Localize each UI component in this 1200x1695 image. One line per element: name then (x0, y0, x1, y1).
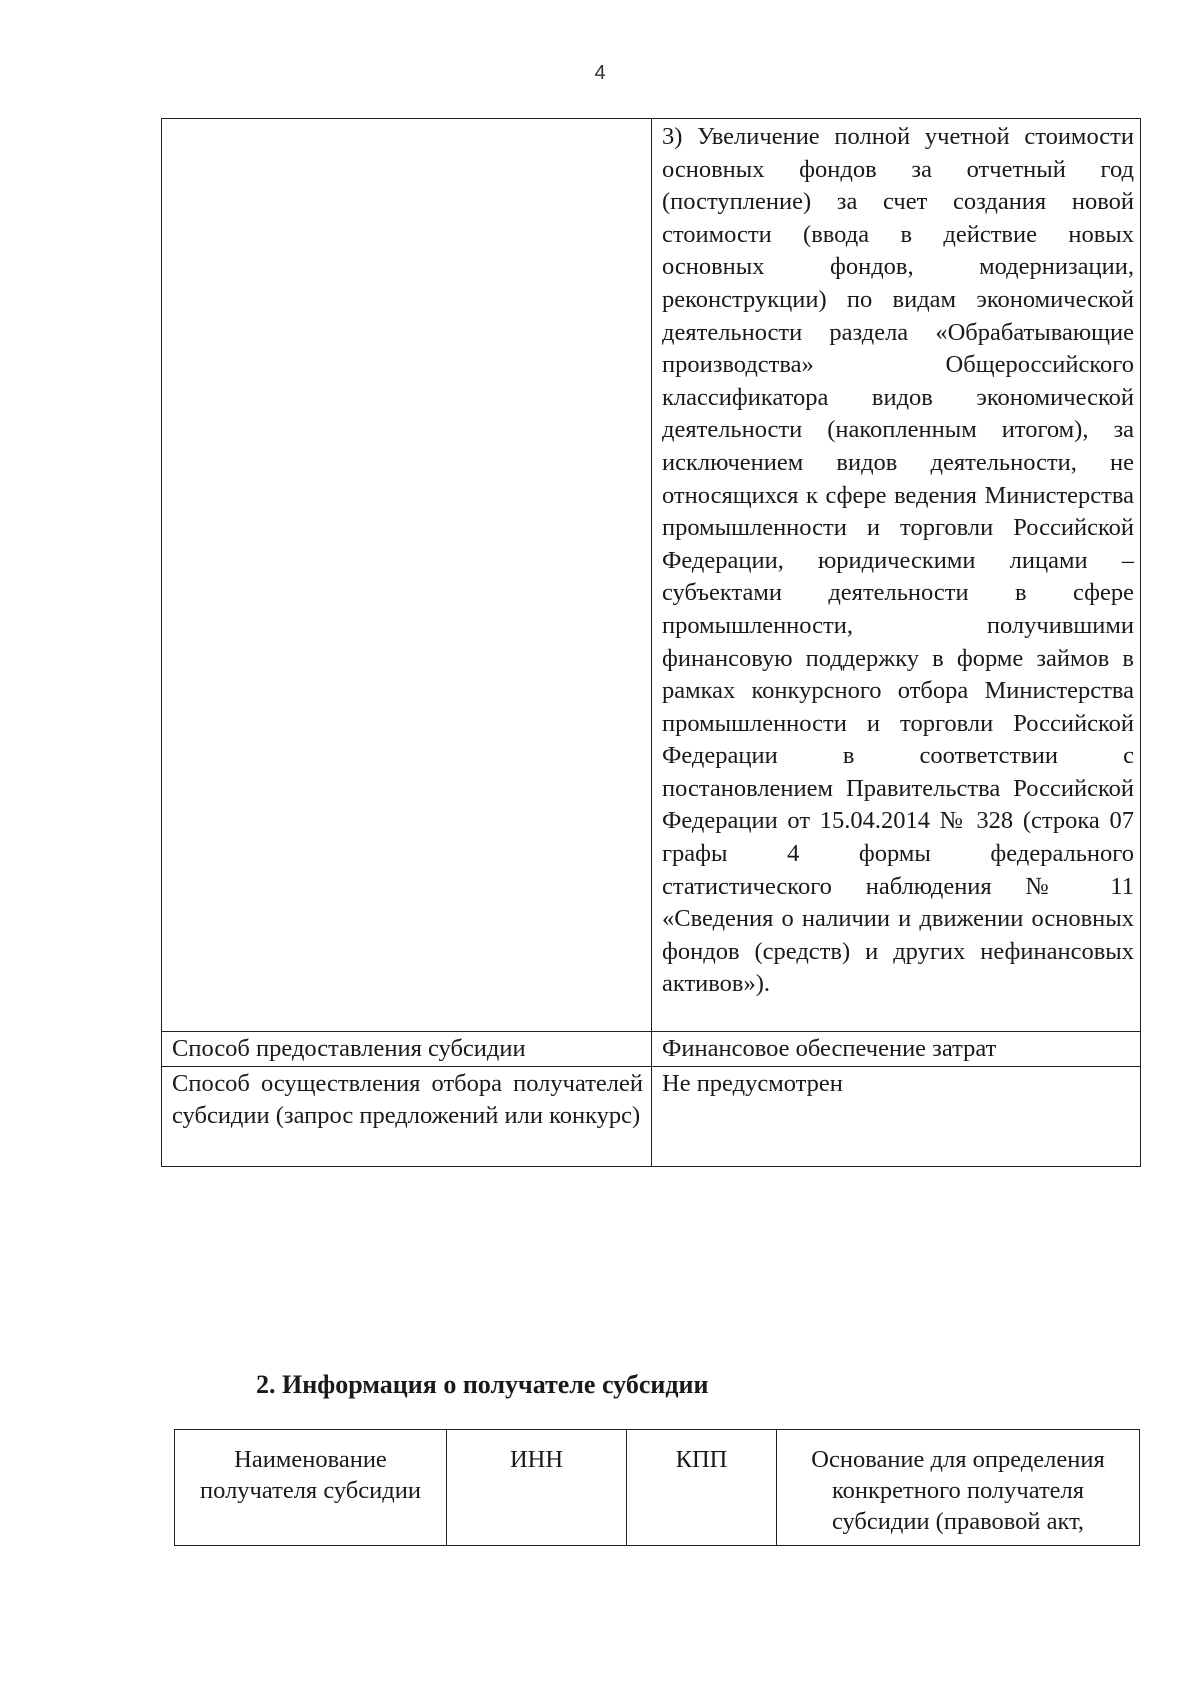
page-number: 4 (594, 62, 606, 84)
column-header-name: Наименование получателя субсидии (175, 1430, 447, 1546)
selection-method-value: Не предусмотрен (652, 1066, 1141, 1166)
empty-label-cell (162, 119, 652, 1032)
table-header-row (175, 1430, 1140, 1546)
result-criterion-text: 3) Увеличение полной учетной стоимости основных фондов за отчетный год (поступление) за счет создания новой стоимости (ввода в действие новых основных фондов, модернизации, реконструкции) по видам экономической деятельности раздела «Обрабатывающие производства» Общероссийского классификатора видов экономической деятельности (накопленным итогом), за исключением видов деятельности, не относящихся к сфере ведения Министерства промышленности и торговли Российской Федерации, юридическими лицами – субъектами деятельности в сфере промышленности, получившими финансовую поддержку в форме займов в рамках конкурсного отбора Министерства промышленности и торговли Российской Федерации в соответствии с постановлением Правительства Российской Федерации от 15.04.2014 № 328 (строка 07 графы 4 формы федерального статистического наблюдения № 11 «Сведения о наличии и движении основных фондов (средств) и других нефинансовых активов»). (652, 119, 1141, 1032)
method-provision-value: Финансовое обеспечение затрат (652, 1032, 1141, 1067)
method-provision-label: Способ предоставления субсидии (162, 1032, 652, 1067)
table-row (162, 1032, 1141, 1067)
subsidy-parameters-table (161, 118, 1141, 1167)
table-row (162, 1066, 1141, 1166)
column-header-basis: Основание для определения конкретного получателя субсидии (правовой акт, (777, 1430, 1140, 1546)
table-row (162, 119, 1141, 1032)
section-heading: 2. Информация о получателе субсидии (256, 1370, 709, 1399)
recipient-info-table (174, 1429, 1140, 1546)
column-header-kpp: КПП (627, 1430, 777, 1546)
column-header-inn: ИНН (447, 1430, 627, 1546)
selection-method-label: Способ осуществления отбора получателей субсидии (запрос предложений или конкурс) (162, 1066, 652, 1166)
